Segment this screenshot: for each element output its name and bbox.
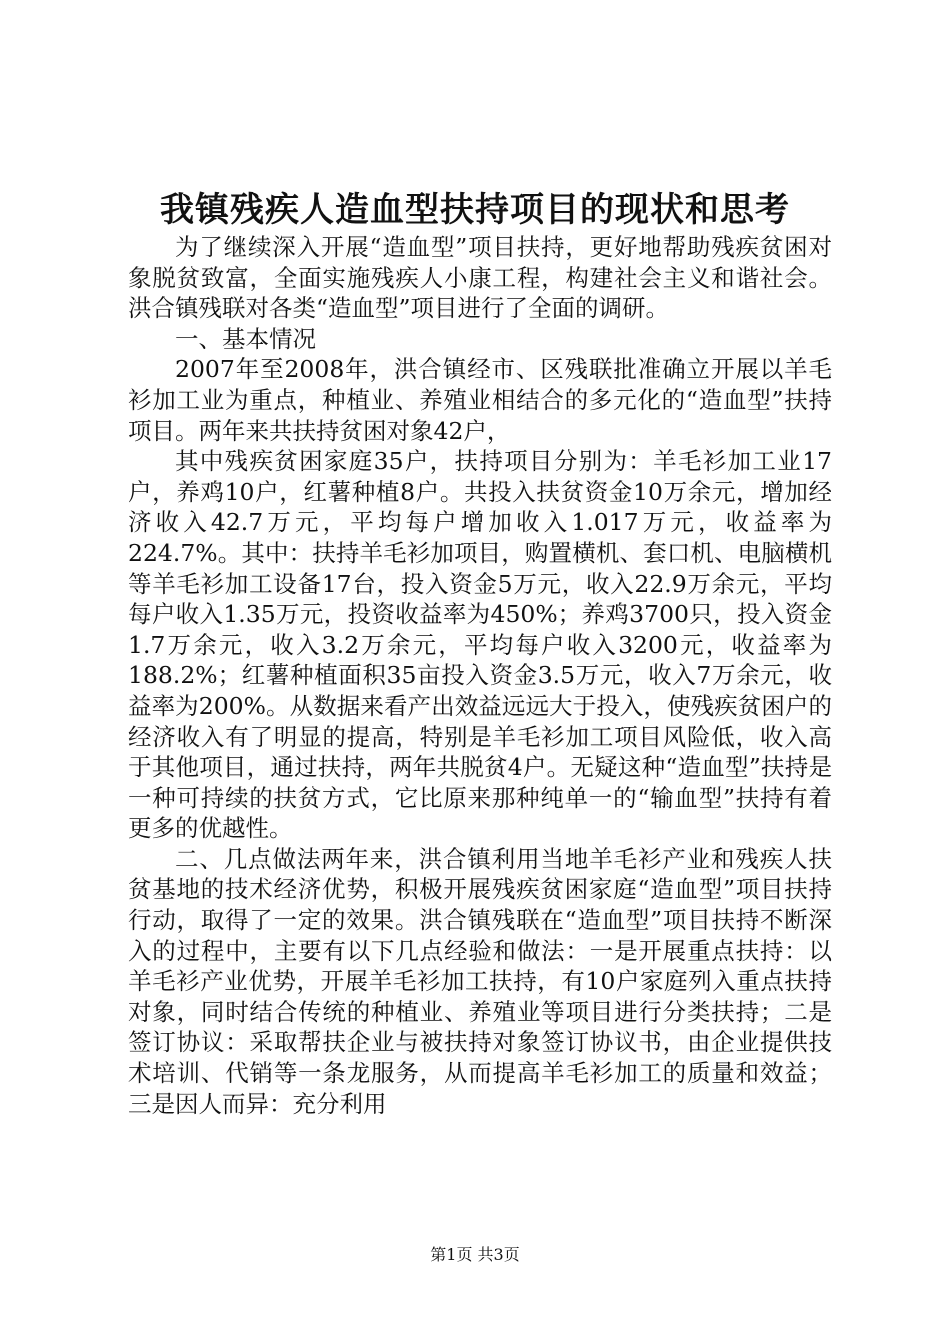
paragraph-practices: 二、几点做法两年来，洪合镇利用当地羊毛衫产业和残疾人扶贫基地的技术经济优势，积极开展残疾贫困家庭“造血型”项目扶持行动，取得了一定的效果。洪合镇残联在“造血型”项目扶持不断深入的过程中，主要有以下几点经验和做法：一是开展重点扶持：以羊毛衫产业优势，开展羊毛衫加工扶持，有10户家庭列入重点扶持对象，同时结合传统的种植业、养殖业等项目进行分类扶持；二是签订协议：采取帮扶企业与被扶持对象签订协议书，由企业提供技术培训、代销等一条龙服务，从而提高羊毛衫加工的质量和效益；三是因人而异：充分利用: [128, 844, 832, 1118]
document-body: [128, 232, 832, 1119]
paragraph-intro: 为了继续深入开展“造血型”项目扶持，更好地帮助残疾贫困对象脱贫致富，全面实施残疾人小康工程，构建社会主义和谐社会。洪合镇残联对各类“造血型”项目进行了全面的调研。: [128, 233, 832, 323]
section-heading-basic-situation: 一、基本情况: [175, 324, 316, 353]
document-title: 我镇残疾人造血型扶持项目的现状和思考: [160, 190, 790, 230]
paragraph-project-details: 其中残疾贫困家庭35户，扶持项目分别为：羊毛衫加工业17户，养鸡10户，红薯种植8户。共投入扶贫资金10万余元，增加经济收入42.7万元，平均每户增加收入1.017万元，收益率为224.7%。其中：扶持羊毛衫加项目，购置横机、套口机、电脑横机等羊毛衫加工设备17台，投入资金5万元，收入22.9万余元，平均每户收入1.35万元，投资收益率为450%；养鸡3700只，投入资金1.7万余元，收入3.2万余元，平均每户收入3200元，收益率为188.2%；红薯种植面积35亩投入资金3.5万元，收入7万余元，收益率为200%。从数据来看产出效益远远大于投入，使残疾贫困户的经济收入有了明显的提高，特别是羊毛衫加工项目风险低，收入高于其他项目，通过扶持，两年共脱贫4户。无疑这种“造血型”扶持是一种可持续的扶贫方式，它比原来那种纯单一的“输血型”扶持有着更多的优越性。: [128, 447, 832, 843]
page-number-footer: 第1页 共3页: [430, 1245, 520, 1264]
paragraph-basic-situation: 2007年至2008年，洪合镇经市、区残联批准确立开展以羊毛衫加工业为重点，种植业、养殖业相结合的多元化的“造血型”扶持项目。两年来共扶持贫困对象42户，: [128, 355, 832, 445]
